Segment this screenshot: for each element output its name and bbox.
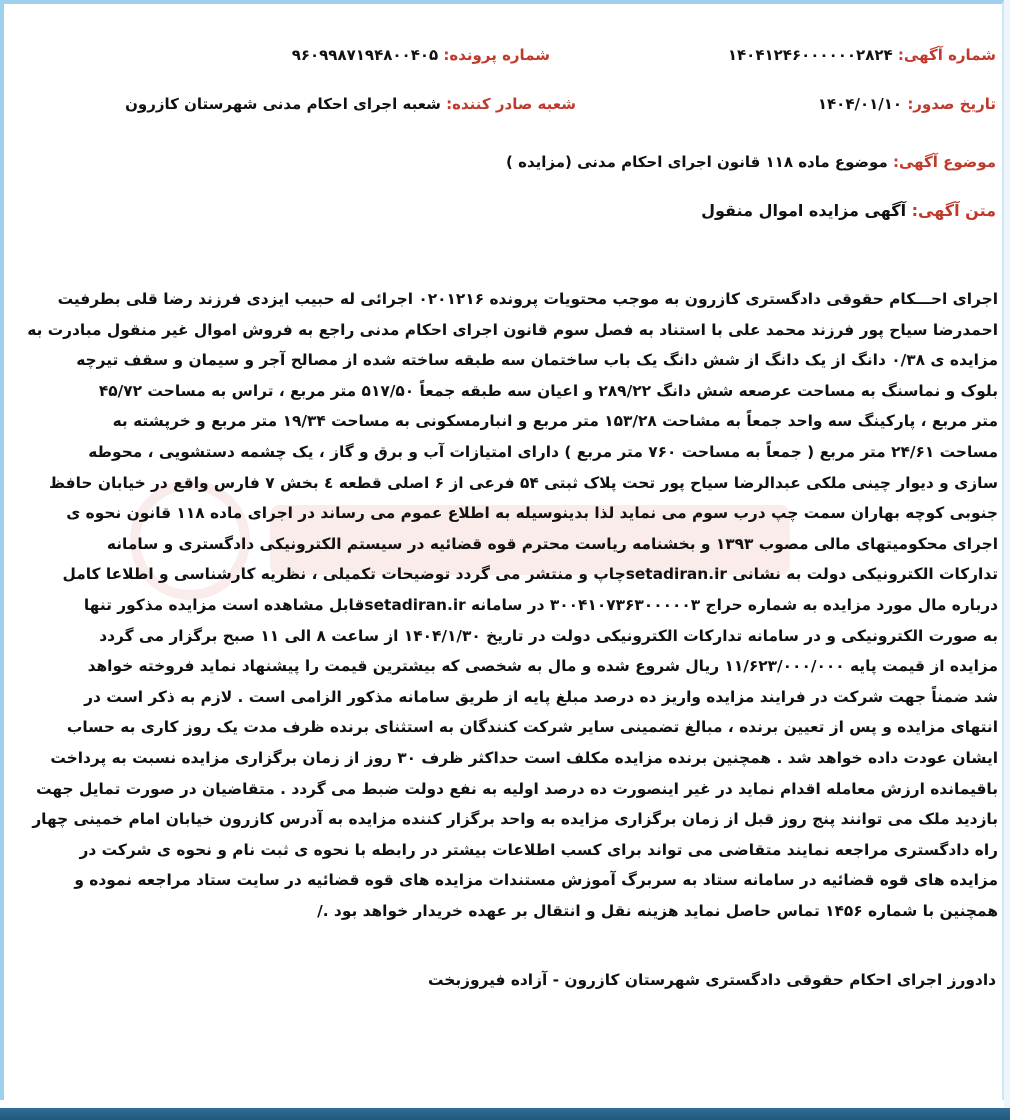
body-line: انتهای مزایده و پس از تعیین برنده ، مبالغ تضمینی سایر شرکت کنندگان به استثنای برنده ظرف مدت یک روز کاری به حساب [66, 718, 998, 737]
notice-number-label: شماره آگهی: [897, 46, 996, 64]
body-line: ایشان عودت داده خواهد شد . همچنین برنده مزایده مکلف است حداکثر ظرف ۳۰ روز از زمان برگزاری مزایده نسبت به پرداخت [50, 748, 998, 767]
body-line: شد ضمناً جهت شرکت در فرایند مزایده واریز ده درصد مبلغ پایه از طریق سامانه مذکور الزامی است . لازم به ذکر است در [84, 687, 998, 706]
subject: موضوع ماده ۱۱۸ قانون اجرای احکام مدنی (مزایده ) [506, 153, 888, 171]
notice-body [14, 284, 998, 926]
body-line: تدارکات الکترونیکی دولت به نشانی setadiran.irچاپ و منتشر می گردد توضیحات تکمیلی ، نظریه کارشناسی و اطلاعا کامل [62, 565, 998, 584]
text-label: متن آگهی: [911, 201, 996, 220]
issue-date-label: تاریخ صدور: [907, 95, 996, 113]
body-line: راه دادگستری مراجعه نمایند متقاضی می تواند برای کسب اطلاعات بیشتر در رابطه با نحوه ی ثبت نام و نحوه ی شرکت در [79, 840, 998, 859]
subject-row [506, 153, 996, 171]
body-line: مزایده ی ۰/۳۸ دانگ از یک دانگ از شش دانگ یک باب ساختمان سه طبقه ساخته شده از مصالح آجر و سیمان و سقف تیرچه [76, 351, 998, 370]
issue-date-row [818, 95, 996, 113]
subject-label: موضوع آگهی: [892, 153, 996, 171]
body-line: بلوک و نماسنگ به مساحت عرصعه شش دانگ ۲۸۹/۲۲ و اعیان سه طبقه جمعاً ۵۱۷/۵۰ متر مربع ، تراس به مساحت ۴۵/۷۲ [98, 381, 998, 400]
file-number-row [292, 46, 550, 64]
body-line: احمدرضا سیاح پور فرزند محمد علی با استناد به فصل سوم قانون اجرای احکام مدنی راجع به فروش اموال غیر منقول مبادرت به [27, 320, 998, 339]
body-line: متر مربع ، پارکینگ سه واحد جمعاً به مشاحت ۱۵۳/۲۸ متر مربع و انبارمسکونی به مساحت ۱۹/۳۴ متر مربع و خرپشته به [112, 412, 998, 431]
bottom-bar [0, 1108, 1010, 1120]
issuer-row [125, 95, 576, 113]
body-line: مزایده از قیمت پایه ۱۱/۶۲۳/۰۰۰/۰۰۰ ریال شروع شده و مال به شخصی که بیشترین قیمت را پیشنهاد نماید فروخته خواهد [87, 657, 998, 676]
body-line: اجرای محکومیتهای مالی مصوب ۱۳۹۳ و بخشنامه ریاست محترم قوه قضائیه در سیستم الکترونیکی دادگستری و سامانه [106, 534, 998, 553]
body-line: سازی و دیوار چینی ملکی عبدالرضا سیاح پور تحت پلاک ثبتی ۵۴ فرعی از ۶ اصلی قطعه ٤ بخش ۷ فارس واقع در خیابان حافظ [49, 473, 998, 492]
body-line: مساحت ۲۴/۶۱ متر مربع ( جمعاً به مساحت ۷۶۰ متر مربع ) دارای امتیازات آب و برق و گاز ، یک چشمه دستشویی ، محوطه [88, 442, 998, 461]
notice-number-row [728, 46, 996, 64]
body-line: درباره مال مورد مزایده به شماره حراج ۳۰۰۴۱۰۷۳۶۳۰۰۰۰۰۳ در سامانه setadiran.irقابل مشاهده است مزایده مذکور تنها [83, 595, 998, 614]
text-title-row [701, 201, 996, 220]
body-line: همچنین با شماره ۱۴۵۶ تماس حاصل نماید هزینه نقل و انتقال بر عهده خریدار خواهد بود ./ [317, 901, 998, 920]
issuer: شعبه اجرای احکام مدنی شهرستان کازرون [125, 95, 441, 113]
file-number-label: شماره پرونده: [443, 46, 550, 64]
body-line: به صورت الکترونیکی و در سامانه تدارکات الکترونیکی دولت در تاریخ ۱۴۰۴/۱/۳۰ از ساعت ۸ الی ۱۱ صبح برگزار می گردد [99, 626, 998, 645]
notice-number: ۱۴۰۴۱۲۴۶۰۰۰۰۰۰۲۸۲۴ [727, 46, 893, 64]
file-number: ۹۶۰۹۹۸۷۱۹۴۸۰۰۴۰۵ [291, 46, 439, 64]
body-line: جنوبی کوچه بهاران سمت چپ درب سوم می نماید لذا بدینوسیله به اطلاع عموم می رساند در اجرای ماده ۱۱۸ قانون نحوه ی [66, 504, 998, 523]
text-title: آگهی مزایده اموال منقول [701, 201, 907, 220]
body-line: بازدید ملک می توانند پنج روز قبل از زمان برگزاری مزایده به واحد برگزار کننده مزایده به آدرس کازرون خیابان امام خمینی چهار [32, 810, 998, 829]
scroll-strip [1004, 0, 1010, 1108]
body-line: مزایده های قوه قضائیه در سامانه ستاد به سربرگ آموزش مستندات مزایده های قوه قضائیه در سایت ستاد مراجعه نموده و [74, 871, 998, 890]
signature: دادورز اجرای احکام حقوقی دادگستری شهرستان کازرون - آزاده فیروزبخت [427, 971, 996, 989]
issuer-label: شعبه صادر کننده: [446, 95, 576, 113]
body-line: اجرای احـــکام حقوقی دادگستری کازرون به موجب محتویات پرونده ۰۲۰۱۲۱۶ اجرائی له حبیب ایزدی فرزند رضا قلی بطرفیت [57, 290, 998, 308]
issue-date: ۱۴۰۴/۰۱/۱۰ [817, 95, 903, 113]
body-line: باقیمانده ارزش معامله اقدام نماید در غیر اینصورت ده درصد اولیه به نفع دولت ضبط می گردد . متقاضیان در صورت تمایل جهت [36, 779, 998, 798]
